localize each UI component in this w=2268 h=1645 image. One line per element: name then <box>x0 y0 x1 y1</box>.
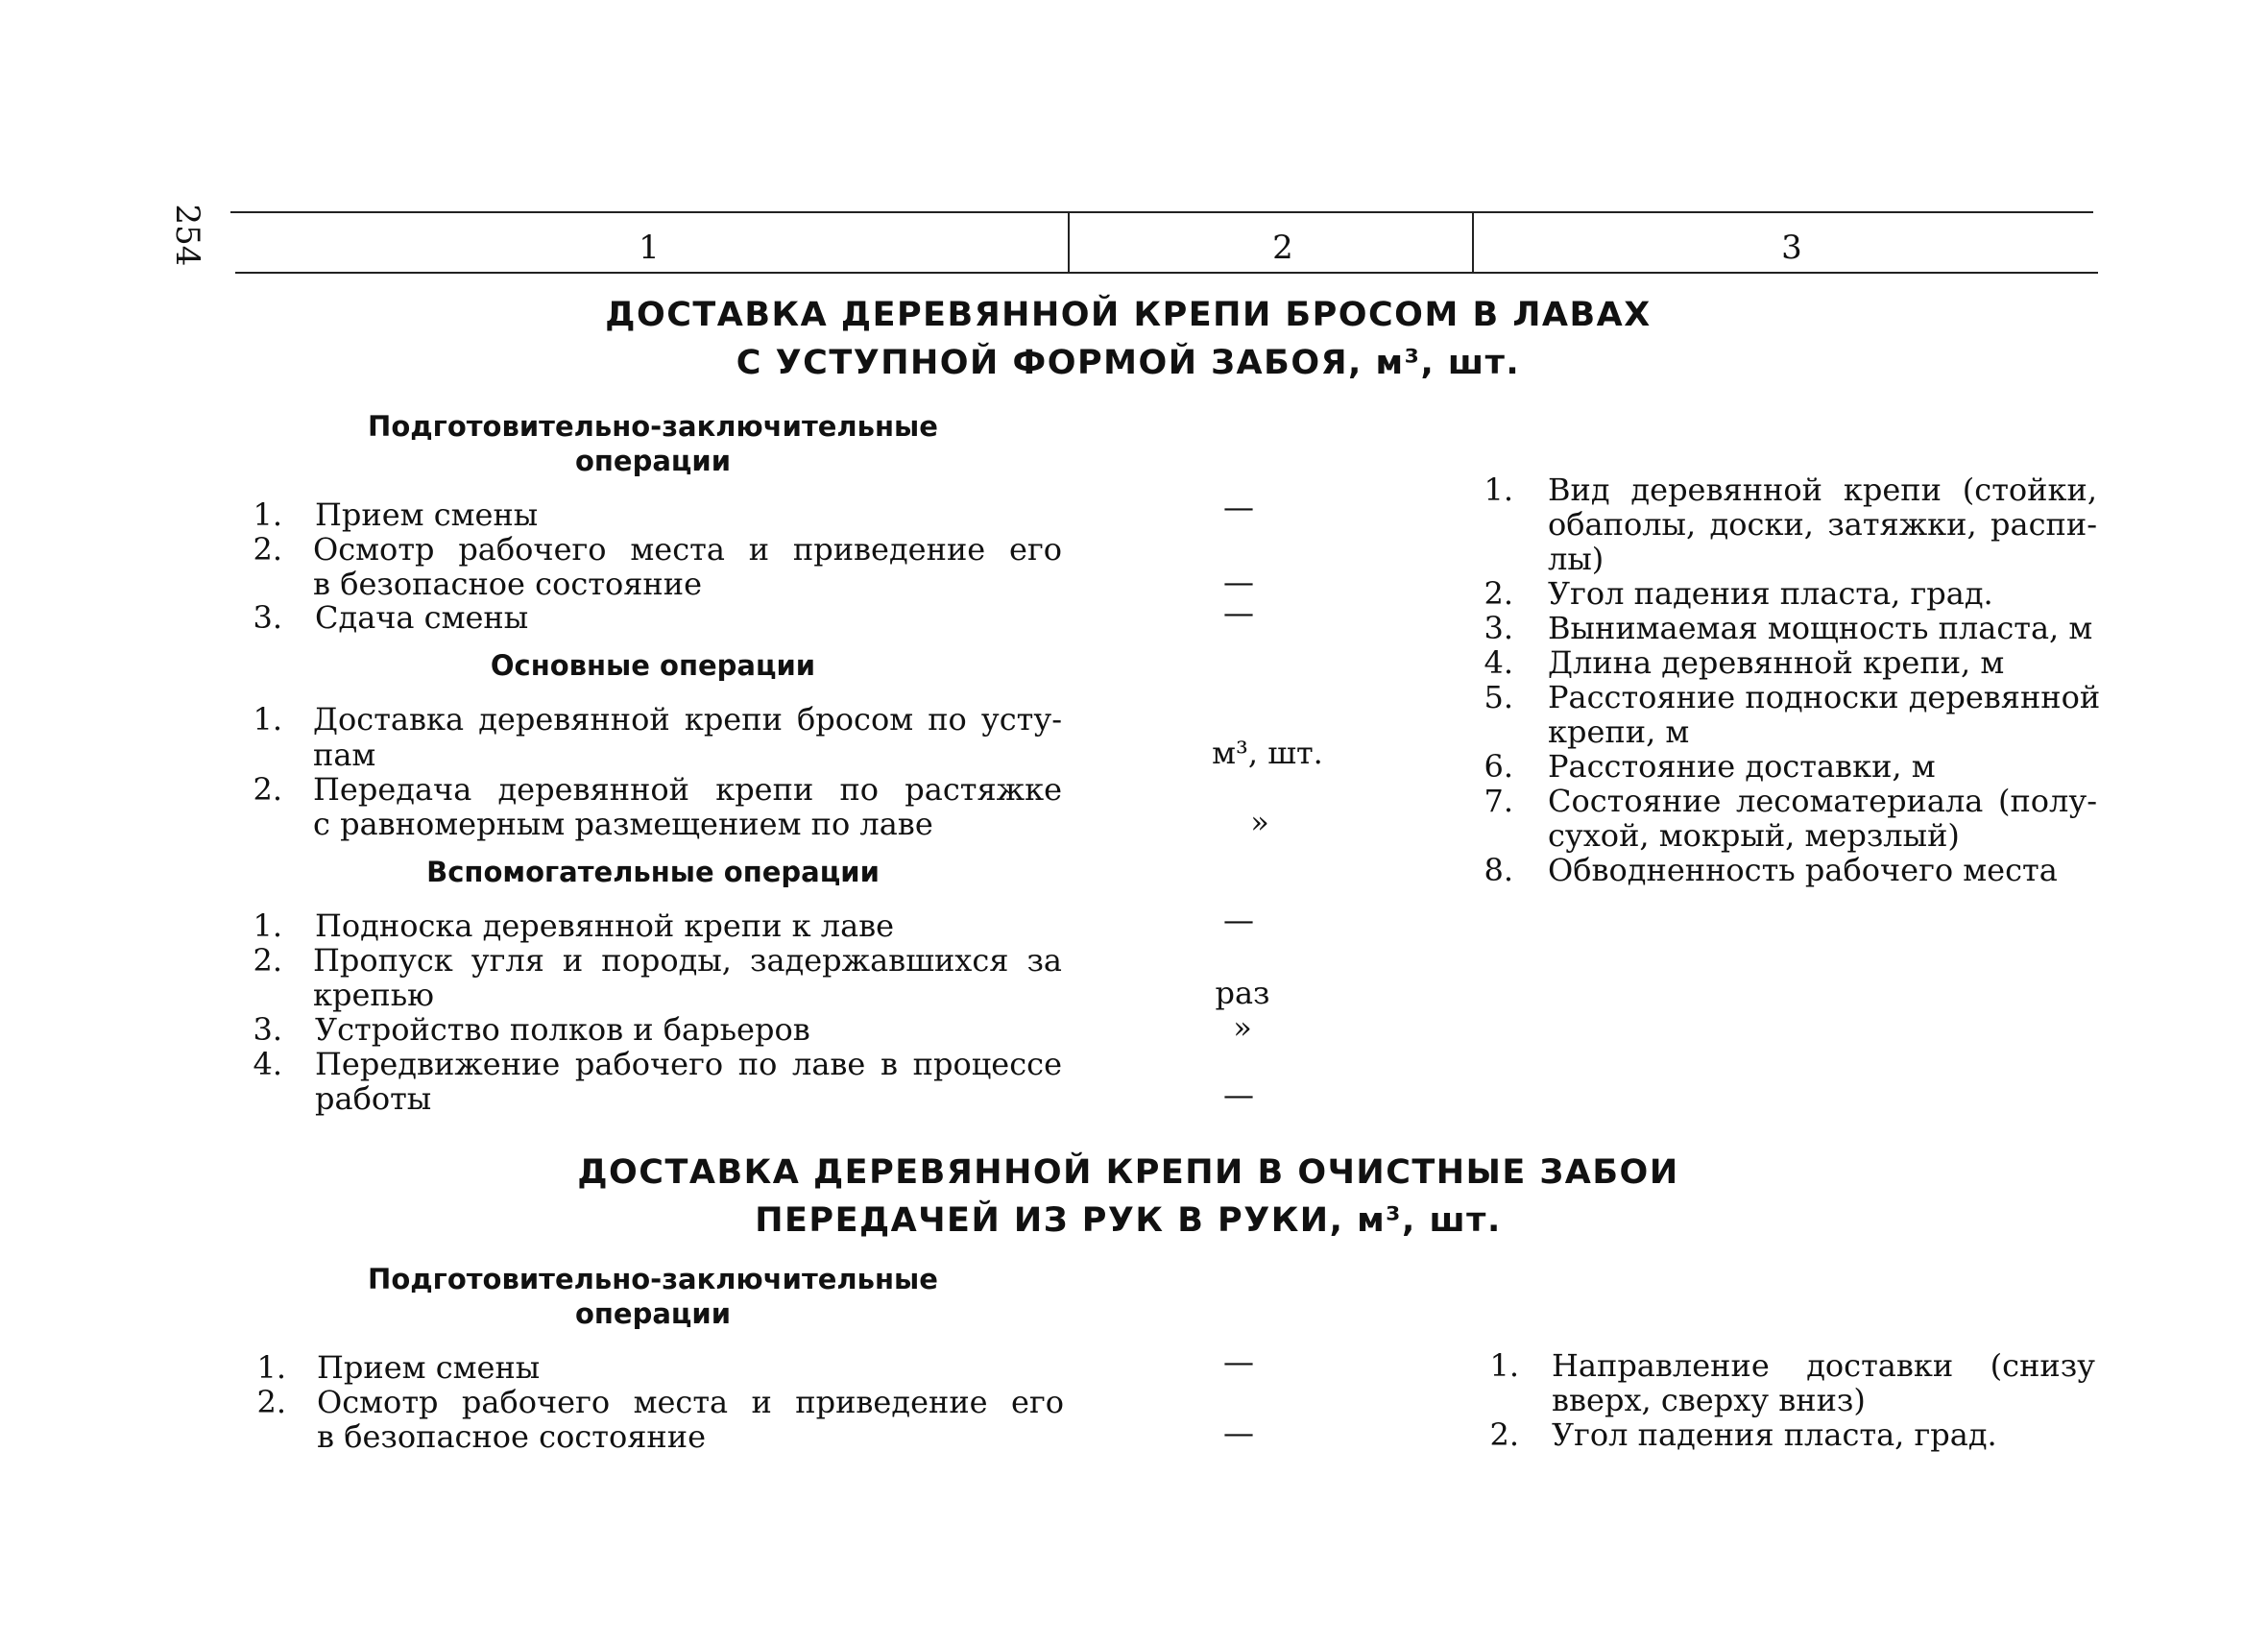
unit-value: м³, шт. <box>1212 735 1323 771</box>
list-item-text: с равномерным размещением по лаве <box>313 806 933 842</box>
section2-prep-heading-line1: Подготовительно-заключительные <box>368 1263 938 1295</box>
factor-text: Угол падения пласта, град. <box>1552 1416 1997 1453</box>
factor-text: Угол падения пласта, град. <box>1548 575 1993 612</box>
unit-value: — <box>1223 1077 1254 1113</box>
unit-value: — <box>1223 1343 1254 1380</box>
list-item-number: 2. <box>253 771 282 808</box>
list-item-number: 4. <box>253 1046 282 1082</box>
factor-text: Вид деревянной крепи (стойки, <box>1548 472 2097 508</box>
section1-prep-heading-line1: Подготовительно-заключительные <box>368 410 938 443</box>
section2-prep-heading-line2: операции <box>574 1297 732 1330</box>
list-item-number: 1. <box>253 907 282 944</box>
section1-prep-heading-line2: операции <box>574 445 732 477</box>
list-item-text: Передвижение рабочего по лаве в процессе <box>315 1046 1062 1082</box>
unit-value: » <box>1233 1009 1252 1046</box>
unit-value: » <box>1250 804 1269 840</box>
list-item-text: пам <box>313 737 376 773</box>
list-item-number: 2. <box>256 1384 286 1420</box>
factor-number: 4. <box>1484 644 1513 681</box>
list-item-text: Устройство полков и барьеров <box>315 1011 810 1048</box>
list-item-number: 2. <box>253 942 282 979</box>
factor-text: Расстояние подноски деревянной <box>1548 679 2101 715</box>
factor-number: 2. <box>1484 575 1513 612</box>
factor-text: Вынимаемая мощность пласта, м <box>1548 610 2093 646</box>
list-item-number: 3. <box>253 599 282 636</box>
column-number-3: 3 <box>1781 229 1802 267</box>
list-item-text: Пропуск угля и породы, задержавшихся за <box>313 942 1062 979</box>
unit-value: — <box>1223 564 1254 600</box>
list-item-text: крепью <box>313 977 435 1013</box>
column-divider-2 <box>1472 213 1474 273</box>
factor-number: 1. <box>1484 472 1513 508</box>
list-item-number: 2. <box>253 531 282 568</box>
factor-number: 2. <box>1489 1416 1519 1453</box>
factor-text: Обводненность рабочего места <box>1548 852 2058 888</box>
list-item-number: 3. <box>253 1011 282 1048</box>
factor-text: сухой, мокрый, мерзлый) <box>1548 817 1960 854</box>
unit-value: раз <box>1215 975 1270 1011</box>
factor-text: вверх, сверху вниз) <box>1552 1382 1866 1418</box>
section2-title-line2: ПЕРЕДАЧЕЙ ИЗ РУК В РУКИ, м³, шт. <box>755 1201 1502 1240</box>
header-top-rule <box>230 211 2093 213</box>
column-divider-1 <box>1068 213 1070 273</box>
factor-number: 3. <box>1484 610 1513 646</box>
factor-text: обаполы, доски, затяжки, распи- <box>1548 506 2097 543</box>
factor-text: крепи, м <box>1548 714 1690 750</box>
factor-number: 7. <box>1484 783 1513 819</box>
list-item-text: Прием смены <box>317 1349 541 1386</box>
section1-main-heading: Основные операции <box>490 649 816 682</box>
factor-number: 1. <box>1489 1347 1519 1384</box>
list-item-text: Доставка деревянной крепи бросом по усту- <box>313 701 1062 738</box>
list-item-text: в безопасное состояние <box>313 566 702 602</box>
factor-text: Направление доставки (снизу <box>1552 1347 2095 1384</box>
page-number: 254 <box>168 204 206 267</box>
factor-number: 5. <box>1484 679 1513 715</box>
unit-value: — <box>1223 1415 1254 1451</box>
list-item-text: работы <box>315 1080 432 1117</box>
section1-aux-heading: Вспомогательные операции <box>426 856 880 888</box>
section1-title-line2: С УСТУПНОЙ ФОРМОЙ ЗАБОЯ, м³, шт. <box>736 344 1521 382</box>
list-item-number: 1. <box>253 496 282 533</box>
section2-title-line1: ДОСТАВКА ДЕРЕВЯННОЙ КРЕПИ В ОЧИСТНЫЕ ЗАБОИ <box>577 1153 1679 1192</box>
list-item-number: 1. <box>256 1349 286 1386</box>
header-bottom-rule <box>235 272 2098 274</box>
section1-title-line1: ДОСТАВКА ДЕРЕВЯННОЙ КРЕПИ БРОСОМ В ЛАВАХ <box>605 296 1652 334</box>
factor-text: Состояние лесоматериала (полу- <box>1548 783 2097 819</box>
list-item-number: 1. <box>253 701 282 738</box>
column-number-1: 1 <box>639 229 660 267</box>
unit-value: — <box>1223 594 1254 631</box>
list-item-text: Осмотр рабочего места и приведение его <box>313 531 1062 568</box>
factor-number: 6. <box>1484 748 1513 785</box>
list-item-text: Прием смены <box>315 496 539 533</box>
factor-text: лы) <box>1548 541 1604 577</box>
factor-text: Длина деревянной крепи, м <box>1548 644 2005 681</box>
unit-value: — <box>1223 489 1254 525</box>
list-item-text: в безопасное состояние <box>317 1418 706 1455</box>
list-item-text: Передача деревянной крепи по растяжке <box>313 771 1062 808</box>
column-number-2: 2 <box>1272 229 1293 267</box>
factor-number: 8. <box>1484 852 1513 888</box>
list-item-text: Подноска деревянной крепи к лаве <box>315 907 895 944</box>
unit-value: — <box>1223 902 1254 938</box>
list-item-text: Осмотр рабочего места и приведение его <box>317 1384 1064 1420</box>
list-item-text: Сдача смены <box>315 599 529 636</box>
factor-text: Расстояние доставки, м <box>1548 748 1936 785</box>
